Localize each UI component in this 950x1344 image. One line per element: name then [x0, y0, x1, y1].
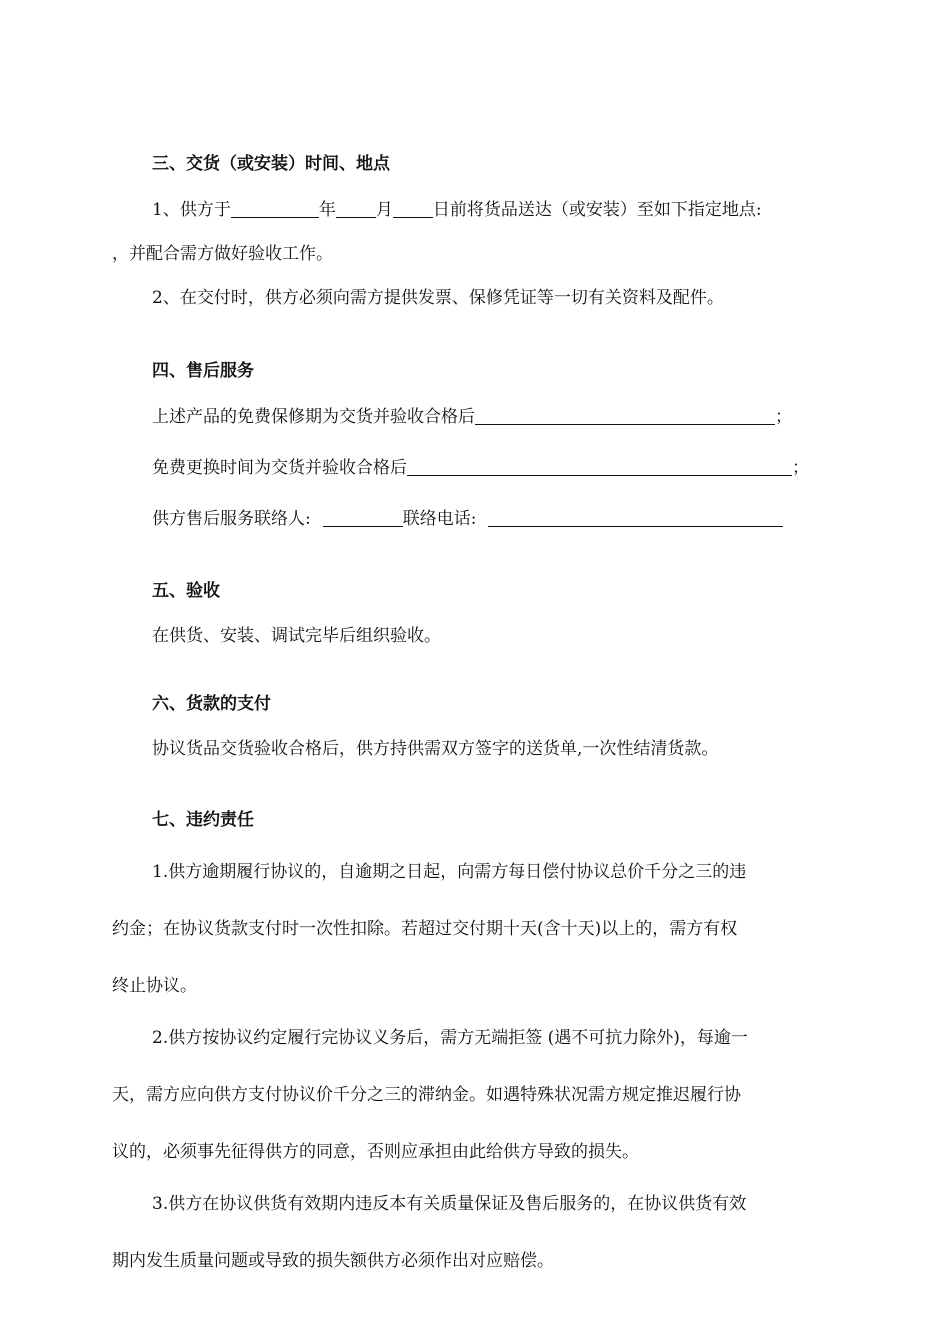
phone-blank[interactable]	[488, 508, 783, 527]
replace-blank[interactable]	[407, 457, 792, 476]
breach-p1-line2: 约金；在协议货款支付时一次性扣除。若超过交付期十天(含十天)以上的，需方有权	[112, 919, 738, 939]
replace-label: 免费更换时间为交货并验收合格后	[152, 458, 407, 478]
acceptance-text: 在供货、安装、调试完毕后组织验收。	[152, 626, 441, 646]
replace-end: ；	[792, 458, 809, 478]
breach-p1-line3: 终止协议。	[112, 976, 197, 996]
year-blank[interactable]	[231, 199, 319, 218]
delivery-prefix: 1、供方于	[152, 200, 231, 220]
section-4-heading: 四、售后服务	[152, 361, 254, 381]
section-3-heading: 三、交货（或安装）时间、地点	[152, 154, 390, 174]
breach-p3-line2: 期内发生质量问题或导致的损失额供方必须作出对应赔偿。	[112, 1251, 554, 1271]
warranty-end: ；	[775, 407, 792, 427]
phone-label: 联络电话:	[402, 509, 477, 529]
month-blank[interactable]	[336, 199, 376, 218]
contact-label: 供方售后服务联络人:	[152, 509, 311, 529]
invoice-line: 2、在交付时，供方必须向需方提供发票、保修凭证等一切有关资料及配件。	[152, 288, 724, 308]
warranty-label: 上述产品的免费保修期为交货并验收合格后	[152, 407, 475, 427]
breach-p2-line2: 天，需方应向供方支付协议价千分之三的滞纳金。如遇特殊状况需方规定推迟履行协	[112, 1085, 741, 1105]
delivery-suffix: 日前将货品送达（或安装）至如下指定地点:	[432, 200, 762, 220]
section-6-heading: 六、货款的支付	[152, 694, 271, 714]
month-label: 月	[375, 200, 393, 220]
warranty-blank[interactable]	[475, 406, 775, 425]
delivery-cont-line: ，并配合需方做好验收工作。	[112, 244, 333, 264]
contact-blank[interactable]	[323, 508, 403, 527]
payment-text: 协议货品交货验收合格后，供方持供需双方签字的送货单,一次性结清货款。	[152, 739, 719, 759]
delivery-date-line	[152, 198, 762, 222]
day-blank[interactable]	[393, 199, 433, 218]
section-5-heading: 五、验收	[152, 581, 220, 601]
breach-p3-line1: 3.供方在协议供货有效期内违反本有关质量保证及售后服务的，在协议供货有效	[152, 1194, 747, 1214]
breach-p2-line1: 2.供方按协议约定履行完协议义务后，需方无端拒签 (遇不可抗力除外)，每逾一	[152, 1028, 748, 1048]
breach-p2-line3: 议的，必须事先征得供方的同意，否则应承担由此给供方导致的损失。	[112, 1142, 639, 1162]
contact-line	[152, 507, 783, 531]
breach-p1-line1: 1.供方逾期履行协议的，自逾期之日起，向需方每日偿付协议总价千分之三的违	[152, 862, 747, 882]
year-label: 年	[318, 200, 336, 220]
warranty-line	[152, 405, 792, 429]
replace-line	[152, 456, 809, 480]
section-7-heading: 七、违约责任	[152, 810, 254, 830]
